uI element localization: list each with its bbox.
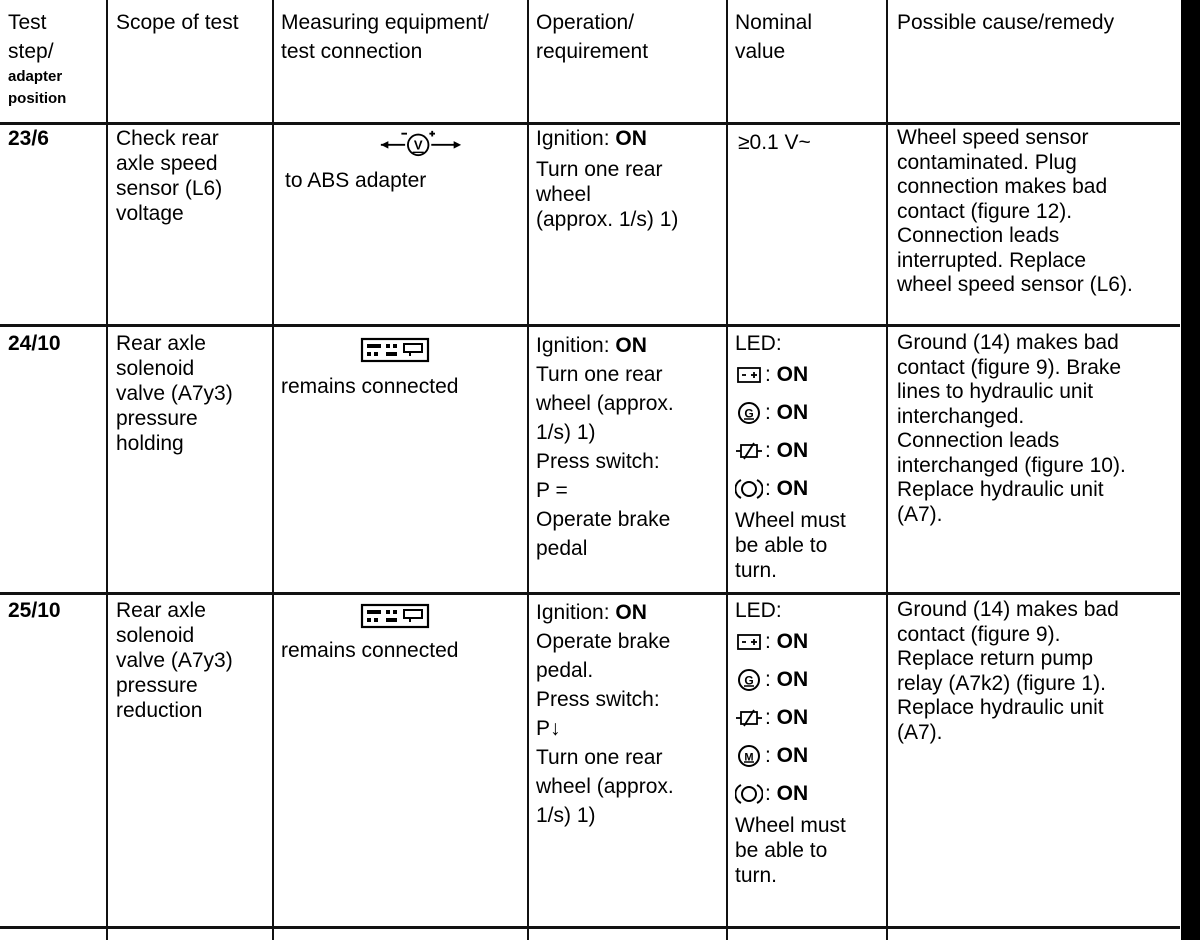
step-prefix: 24/ — [8, 332, 38, 355]
column-divider — [272, 0, 274, 940]
valve-icon — [735, 709, 763, 727]
ignition-value: ON — [615, 601, 647, 624]
tester-box-icon — [359, 336, 431, 364]
operation-line: Operate brake — [536, 630, 671, 653]
cause-line: lines to hydraulic unit — [897, 380, 1094, 403]
cause-line: Connection leads — [897, 429, 1060, 452]
scope-line: axle speed — [116, 152, 218, 175]
scope-line: valve (A7y3) — [116, 382, 233, 405]
g-circle-icon — [735, 401, 763, 425]
row-24-operation — [536, 331, 724, 563]
m-circle-icon — [735, 744, 763, 768]
led-value: ON — [776, 744, 809, 767]
operation-line: Press switch: — [536, 450, 660, 473]
header-test-step-line2: step/ — [8, 40, 54, 63]
cause-line: contact (figure 9). Brake — [897, 355, 1122, 379]
nominal-line: Wheel must — [735, 814, 846, 837]
g-circle-icon — [735, 668, 763, 692]
header-measuring-line1: Measuring equipment/ — [281, 11, 489, 34]
header-nominal-line2: value — [735, 40, 786, 63]
operation-line: 1/s) 1) — [536, 804, 596, 827]
row-24-nominal — [735, 331, 883, 583]
row-25-nominal — [735, 598, 883, 888]
brake-icon — [735, 783, 763, 805]
battery-icon — [735, 366, 763, 384]
scope-line: pressure — [116, 407, 198, 430]
row-25-scope — [116, 598, 270, 723]
step-adapter: 10 — [37, 332, 61, 355]
cause-line: interchanged. — [897, 404, 1025, 428]
header-test-step-line4: position — [8, 90, 67, 107]
page-edge-bar — [1181, 0, 1200, 940]
operation-line: Operate brake — [536, 508, 671, 531]
scope-line: solenoid — [116, 624, 195, 647]
header-measuring-line2: test connection — [281, 40, 423, 63]
nominal-line: turn. — [735, 559, 778, 582]
nominal-line: Wheel must — [735, 509, 846, 532]
row-23-cause — [897, 126, 1179, 298]
header-operation-line2: requirement — [536, 40, 649, 63]
row-24-cause — [897, 331, 1179, 527]
step-prefix: 25/ — [8, 599, 38, 622]
cause-line: connection makes bad — [897, 175, 1108, 198]
operation-line: Turn one rear — [536, 158, 663, 181]
row-25-operation — [536, 598, 724, 830]
equipment-text: to ABS adapter — [285, 169, 427, 192]
cause-line: interchanged (figure 10). — [897, 453, 1126, 477]
row-24-equipment — [281, 336, 525, 399]
cause-line: contact (figure 12). — [897, 199, 1073, 223]
ignition-value: ON — [615, 127, 647, 150]
cause-line: interrupted. Replace — [897, 248, 1087, 272]
battery-icon — [735, 633, 763, 651]
operation-line: Turn one rear — [536, 746, 663, 769]
header-nominal — [735, 8, 883, 66]
voltmeter-icon — [379, 128, 463, 158]
operation-line: wheel (approx. — [536, 775, 674, 798]
scope-line: Rear axle — [116, 332, 206, 355]
operation-line: Press switch: — [536, 688, 660, 711]
header-test-step-line3: adapter — [8, 68, 63, 85]
tester-box-icon — [359, 602, 431, 630]
column-divider — [527, 0, 529, 940]
cause-line: Replace hydraulic unit — [897, 696, 1104, 719]
cause-line: Replace hydraulic unit — [897, 478, 1104, 501]
operation-line: Turn one rear — [536, 363, 663, 386]
cause-line: (A7). — [897, 720, 943, 744]
cause-line: Replace return pump — [897, 647, 1094, 670]
nominal-line: turn. — [735, 864, 778, 887]
row-23-step — [8, 126, 49, 151]
column-divider — [106, 0, 108, 940]
header-scope-text: Scope of test — [116, 11, 239, 34]
cause-line: wheel speed sensor (L6). — [897, 273, 1133, 296]
header-nominal-line1: Nominal — [735, 11, 813, 34]
row-23-operation — [536, 126, 724, 232]
scope-line: pressure — [116, 674, 198, 697]
led-row: : ON — [735, 699, 883, 737]
row-23-scope — [116, 126, 270, 226]
row-24-step — [8, 331, 61, 356]
equipment-text: remains connected — [281, 375, 459, 398]
led-row: : ON — [735, 623, 883, 661]
equipment-text: remains connected — [281, 639, 459, 662]
cause-line: (A7). — [897, 502, 943, 526]
scope-line: valve (A7y3) — [116, 649, 233, 672]
row-divider — [0, 122, 1180, 125]
valve-icon — [735, 442, 763, 460]
scope-line: sensor (L6) — [116, 177, 223, 200]
led-row: : ON — [735, 661, 883, 699]
led-value: ON — [776, 706, 809, 729]
nominal-line: be able to — [735, 839, 828, 862]
scope-line: Check rear — [116, 127, 219, 150]
step-prefix: 23/ — [8, 127, 38, 150]
cause-line: Ground (14) makes bad — [897, 331, 1119, 354]
led-row: : ON — [735, 775, 883, 813]
header-operation — [536, 8, 724, 66]
cause-line: relay (A7k2) (figure 1). — [897, 671, 1106, 695]
led-value: ON — [776, 439, 809, 462]
led-label: LED: — [735, 332, 782, 355]
cause-line: contaminated. Plug — [897, 150, 1077, 174]
column-divider — [726, 0, 728, 940]
step-adapter: 6 — [37, 127, 49, 150]
row-24-scope — [116, 331, 270, 456]
led-label: LED: — [735, 599, 782, 622]
header-operation-line1: Operation/ — [536, 11, 635, 34]
nominal-value: ≥0.1 V~ — [738, 131, 811, 154]
brake-icon — [735, 478, 763, 500]
led-value: ON — [776, 782, 809, 805]
led-value: ON — [776, 630, 809, 653]
scope-line: reduction — [116, 699, 203, 722]
operation-line: pedal. — [536, 659, 594, 682]
operation-line: P = — [536, 479, 568, 502]
header-test-step-line1: Test — [8, 11, 47, 34]
scope-line: voltage — [116, 202, 184, 225]
ignition-label: Ignition: — [536, 127, 616, 150]
step-adapter: 10 — [37, 599, 61, 622]
operation-line: 1/s) 1) — [536, 421, 596, 444]
header-scope — [116, 8, 270, 37]
column-divider — [886, 0, 888, 940]
led-row: : ON — [735, 432, 883, 470]
led-row: : ON — [735, 394, 883, 432]
ignition-label: Ignition: — [536, 601, 616, 624]
row-25-step — [8, 598, 61, 623]
operation-line: wheel — [536, 183, 591, 206]
row-25-cause — [897, 598, 1179, 745]
scope-line: solenoid — [116, 357, 195, 380]
led-row: : ON — [735, 356, 883, 394]
cause-line: Ground (14) makes bad — [897, 598, 1119, 621]
led-value: ON — [776, 401, 809, 424]
cause-line: Wheel speed sensor — [897, 126, 1089, 149]
cause-line: contact (figure 9). — [897, 622, 1061, 646]
row-23-nominal — [738, 130, 884, 155]
header-test-step — [8, 8, 104, 110]
header-measuring — [281, 8, 531, 66]
led-value: ON — [776, 477, 809, 500]
led-row: : ON — [735, 737, 883, 775]
led-row: : ON — [735, 470, 883, 508]
ignition-label: Ignition: — [536, 334, 616, 357]
header-cause — [897, 8, 1179, 37]
operation-line: pedal — [536, 537, 588, 560]
header-cause-text: Possible cause/remedy — [897, 11, 1115, 34]
cause-line: Connection leads — [897, 224, 1060, 247]
led-value: ON — [776, 363, 809, 386]
operation-line: wheel (approx. — [536, 392, 674, 415]
row-23-equipment — [281, 128, 525, 193]
nominal-line: be able to — [735, 534, 828, 557]
scope-line: Rear axle — [116, 599, 206, 622]
row-divider — [0, 926, 1180, 929]
scope-line: holding — [116, 432, 184, 455]
row-25-equipment — [281, 602, 525, 663]
row-divider — [0, 324, 1180, 327]
led-value: ON — [776, 668, 809, 691]
ignition-value: ON — [615, 334, 647, 357]
row-divider — [0, 592, 1180, 595]
operation-line: (approx. 1/s) 1) — [536, 208, 679, 231]
operation-line: P↓ — [536, 717, 561, 740]
